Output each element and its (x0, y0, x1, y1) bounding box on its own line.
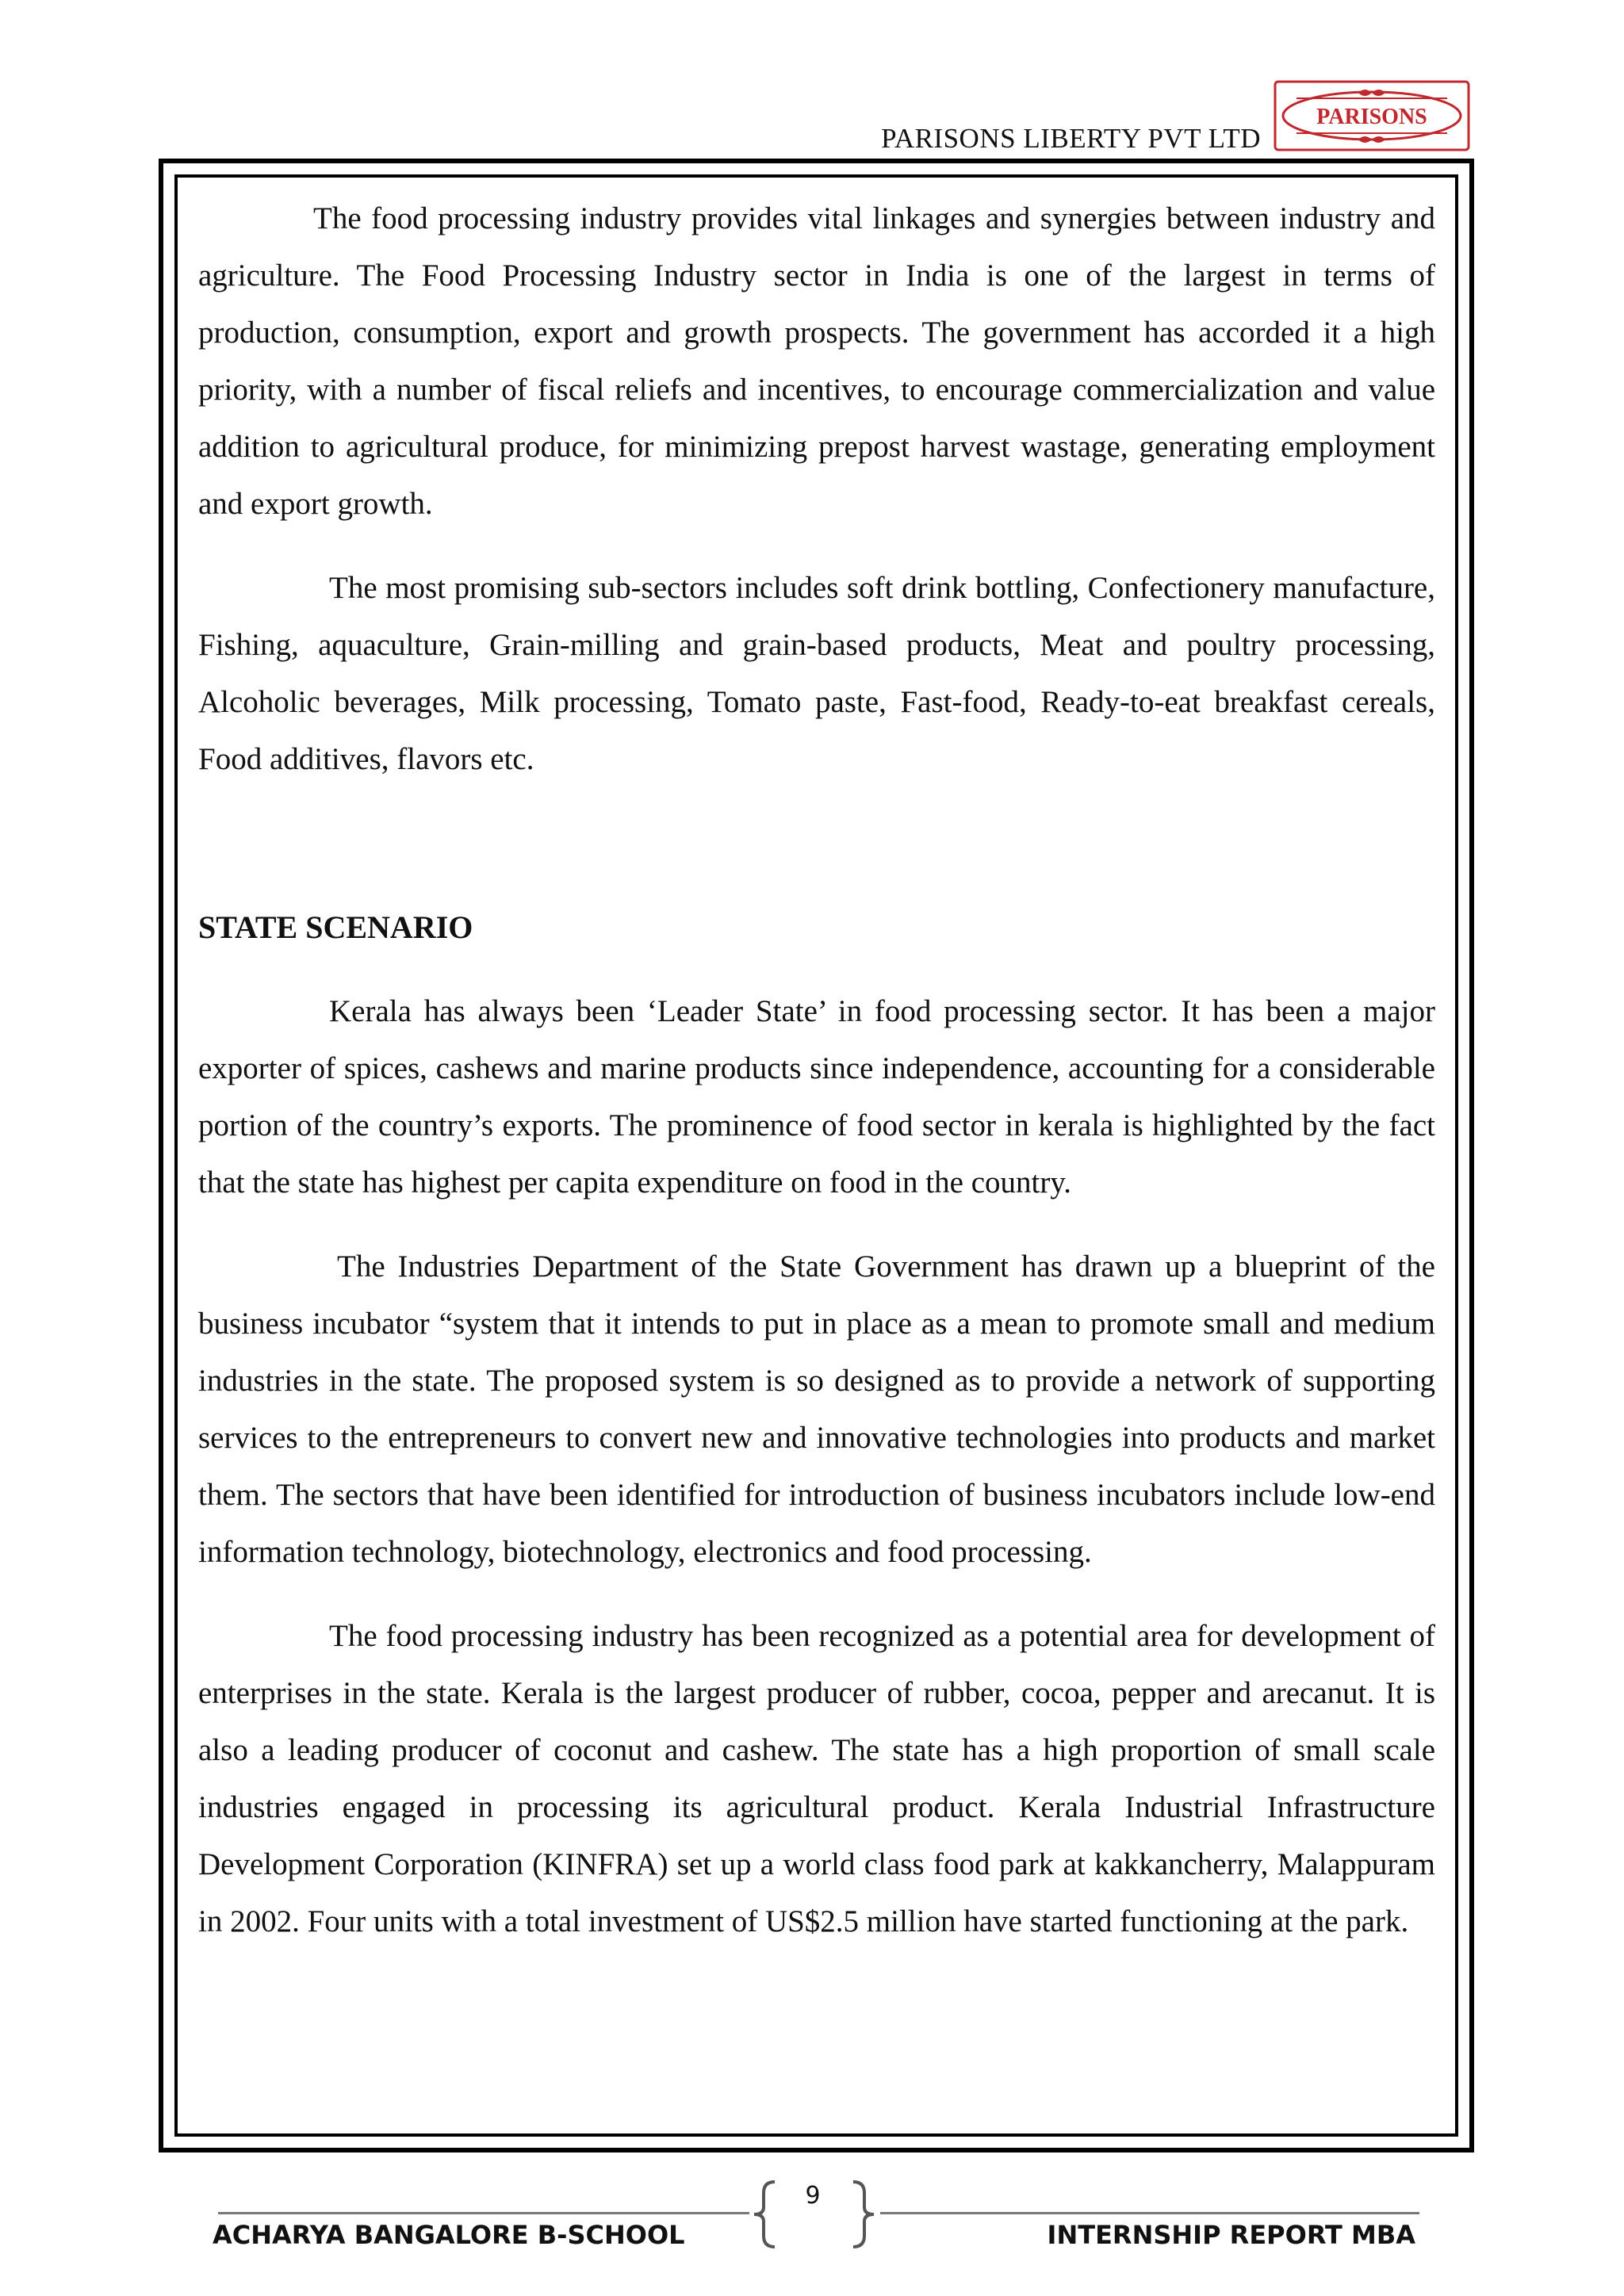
footer-brace-left (749, 2179, 781, 2250)
paragraph-food-processing-linkages: The food processing industry provides vital linkages and synergies between industry and agriculture. The Food Processing Industry sector in India is one of the largest in terms of production, consumption, export and growth prospects. The government has accorded it a high priority, with a number of fiscal reliefs and incentives, to encourage commercialization and value addition to agricultural produce, for minimizing prepost harvest wastage, generating employment and export growth. (198, 201, 1435, 521)
section-heading-state-scenario: STATE SCENARIO (198, 909, 473, 945)
paragraph-kinfra-food-park: The food processing industry has been recognized as a potential area for development of enterprises in the state. Kerala is the largest producer of rubber, cocoa, pepper and arecanut. It is also a leading producer of coconut and cashew. The state has a high proportion of small scale industries engaged in processing its agricultural product. Kerala Industrial Infrastructure Development Corporation (KINFRA) set up a world class food park at kakkancherry, Malappuram in 2002. Four units with a total investment of US$2.5 million have started functioning at the park. (198, 1619, 1435, 1938)
footer-school-name: ACHARYA BANGALORE B-SCHOOL (213, 2220, 685, 2250)
logo-text: PARISONS (1316, 105, 1427, 129)
paragraph-kerala-leader-state: Kerala has always been ‘Leader State’ in food processing sector. It has been a major exporter of spices, cashews and marine products since independence, accounting for a considerable portion of the country’s exports. The prominence of food sector in kerala is highlighted by the fact that the state has highest per capita expenditure on food in the country. (198, 994, 1435, 1200)
page-number: 9 (805, 2182, 821, 2210)
report-body (198, 190, 1435, 1977)
parisons-logo (1273, 79, 1471, 152)
footer-brace-right (847, 2179, 879, 2250)
paragraph-promising-subsectors: The most promising sub-sectors includes soft drink bottling, Confectionery manufacture, Fishing, aquaculture, Grain-milling and grain-based products, Meat and poultry processing, Alcoholic beverages, Milk processing, Tomato paste, Fast-food, Ready-to-eat breakfast cereals, Food additives, flavors etc. (198, 571, 1435, 776)
footer-rule-right (880, 2212, 1419, 2214)
header-company-name: PARISONS LIBERTY PVT LTD (881, 123, 1261, 154)
footer-rule-left (218, 2212, 749, 2214)
paragraph-business-incubator: The Industries Department of the State Government has drawn up a blueprint of the business incubator “system that it intends to put in place as a mean to promote small and medium industries in the state. The proposed system is so designed as to provide a network of supporting services to the entrepreneurs to convert new and innovative technologies into products and market them. The sectors that have been identified for introduction of business incubators include low-end information technology, biotechnology, electronics and food processing. (198, 1249, 1435, 1569)
footer-report-title: INTERNSHIP REPORT MBA (1047, 2220, 1415, 2250)
